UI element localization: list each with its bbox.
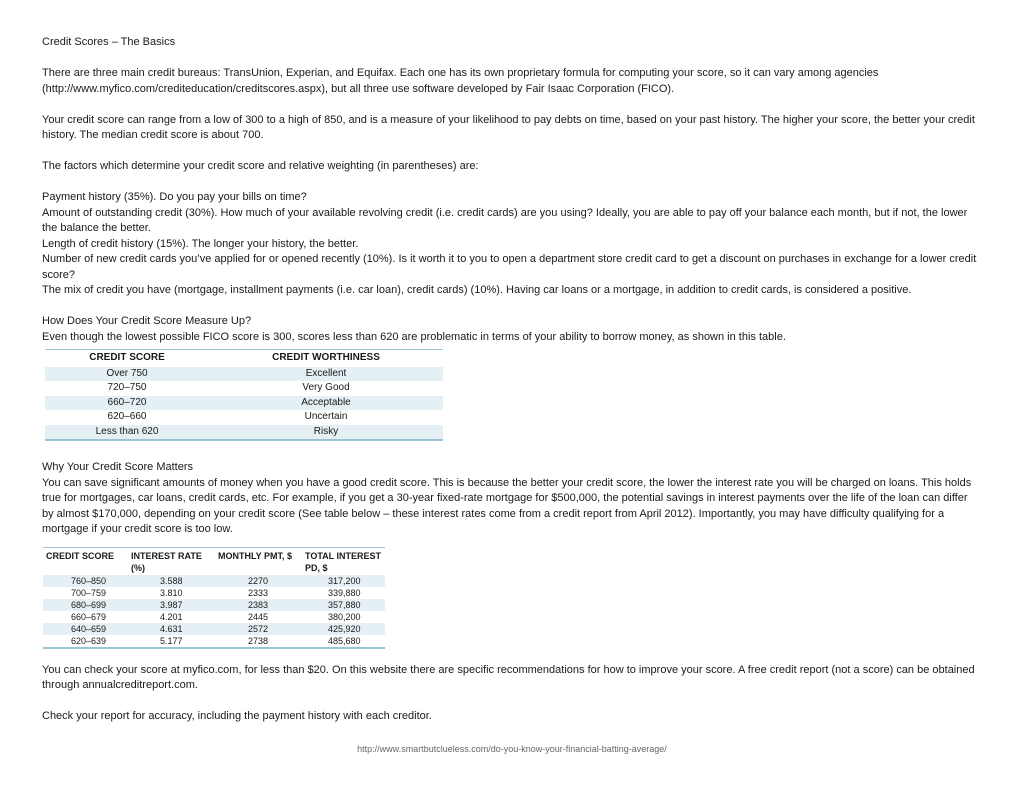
table-cell: 700–759 — [71, 587, 107, 598]
table-cell: 620–660 — [107, 411, 147, 422]
credit-worthiness-table — [45, 349, 443, 441]
table-cell: Acceptable — [209, 396, 443, 411]
check-report-paragraph: Check your report for accuracy, including the payment history with each creditor. — [42, 710, 432, 722]
table-cell: 680–699 — [43, 599, 128, 611]
table-cell: 485,680 — [302, 635, 385, 648]
table-row — [43, 599, 385, 611]
table-cell: 2445 — [248, 611, 269, 622]
check-score-paragraph: You can check your score at myfico.com, for less than $20. On this website there are specific recommendations for how to improve your score. A free credit report (not a score) can be obtained through annualcreditreport.com. — [42, 663, 975, 691]
table-cell: Uncertain — [304, 411, 348, 422]
table-cell: 2572 — [215, 623, 302, 635]
table-cell: 357,880 — [302, 599, 385, 611]
table-cell: 380,200 — [328, 611, 361, 622]
table-cell: Excellent — [209, 367, 443, 382]
table-cell: 425,920 — [302, 623, 385, 635]
table-cell: 4.631 — [128, 623, 215, 635]
factor-new-credit: Number of new credit cards you’ve applied for or opened recently (10%). Is it worth it to you to open a department store credit card to get a discount on purchases in exchange for a lower credit score? — [42, 253, 977, 281]
document-body — [42, 35, 977, 725]
table-row — [43, 611, 385, 623]
table-cell: 660–679 — [71, 611, 107, 622]
factors-intro: The factors which determine your credit score and relative weighting (in parentheses) are: — [42, 160, 479, 172]
measure-text: Even though the lowest possible FICO score is 300, scores less than 620 are problematic in terms of your ability to borrow money, as shown in this table. — [42, 330, 786, 343]
factor-outstanding-credit: Amount of outstanding credit (30%). How much of your available revolving credit (i.e. credit cards) are you using? Ideally, you are able to pay off your balance each month, but if not, the lower the balance the better. — [42, 206, 968, 234]
table-cell: 2738 — [215, 635, 302, 648]
interest-rate-table — [43, 547, 385, 649]
column-header: TOTAL INTEREST PD, $ — [302, 547, 385, 575]
column-header: MONTHLY PMT, $ — [215, 547, 302, 575]
column-header: CREDIT SCORE — [43, 547, 128, 575]
matters-heading: Why Your Credit Score Matters — [42, 461, 194, 473]
table-cell: 720–750 — [107, 382, 147, 393]
table-row — [43, 575, 385, 587]
matters-text: You can save significant amounts of money when you have a good credit score. This is because the better your credit score, the lower the interest rate you will be charged on loans. This holds true for mortgages, car loans, credit cards, etc. For example, if you get a 30-year fixed-rate mortgage for $500,000, the potential savings in interest payments over the life of the loan can differ by almost $170,000, depending on your credit score (See table below – these interest rates come from a credit report from April 2012). Importantly, you may have difficulty qualifying for a mortgage if your credit score is too low. — [42, 476, 972, 535]
factor-credit-mix: The mix of credit you have (mortgage, installment payments (i.e. car loan), credit cards) (10%). Having car loans or a mortgage, in addition to credit cards, is considered a positive. — [42, 284, 912, 296]
table-cell: Over 750 — [45, 367, 209, 382]
table-cell: 317,200 — [302, 575, 385, 587]
table-cell: 3.810 — [160, 587, 183, 598]
table-cell: 640–659 — [43, 623, 128, 635]
table-cell: 760–850 — [43, 575, 128, 587]
measure-heading: How Does Your Credit Score Measure Up? — [42, 315, 252, 327]
table-row — [43, 623, 385, 635]
table-cell: 2383 — [215, 599, 302, 611]
table-cell: 2270 — [215, 575, 302, 587]
factor-credit-history-length: Length of credit history (15%). The longer your history, the better. — [42, 237, 359, 250]
table-row — [43, 587, 385, 599]
table-cell: Less than 620 — [45, 425, 209, 441]
range-paragraph: Your credit score can range from a low of 300 to a high of 850, and is a measure of your likelihood to pay debts on time, based on your past history. The higher your score, the better your credit history. The median credit score is about 700. — [42, 113, 975, 141]
table-row — [45, 410, 443, 425]
table-cell: 620–639 — [43, 635, 128, 648]
table-cell: 3.987 — [128, 599, 215, 611]
table-cell: 339,880 — [328, 587, 361, 598]
column-header: CREDIT WORTHINESS — [209, 350, 443, 367]
table-row — [45, 425, 443, 441]
table-header-row — [45, 350, 443, 367]
table-cell: Risky — [209, 425, 443, 441]
table-header-row — [43, 547, 385, 575]
bureaus-paragraph: There are three main credit bureaus: TransUnion, Experian, and Equifax. Each one has its own proprietary formula for computing your score, so it can vary among agencies (http://www.myfico.com/crediteducation/creditscores.aspx), but all three use software developed by Fair Isaac Corporation (FICO). — [42, 67, 879, 95]
table-cell: Very Good — [302, 382, 350, 393]
table-row — [45, 381, 443, 396]
source-url-footer: http://www.smartbutclueless.com/do-you-know-your-financial-batting-average/ — [357, 744, 667, 754]
factor-payment-history: Payment history (35%). Do you pay your bills on time? — [42, 191, 307, 203]
table-cell: 2333 — [248, 587, 269, 598]
table-cell: 3.588 — [128, 575, 215, 587]
table-cell: 5.177 — [128, 635, 215, 648]
column-header: CREDIT SCORE — [45, 350, 209, 367]
document-title: Credit Scores – The Basics — [42, 36, 176, 48]
column-header: INTEREST RATE (%) — [128, 547, 215, 575]
table-cell: 660–720 — [45, 396, 209, 411]
table-row — [45, 396, 443, 411]
table-row — [43, 635, 385, 648]
table-row — [45, 367, 443, 382]
table-cell: 4.201 — [160, 611, 183, 622]
